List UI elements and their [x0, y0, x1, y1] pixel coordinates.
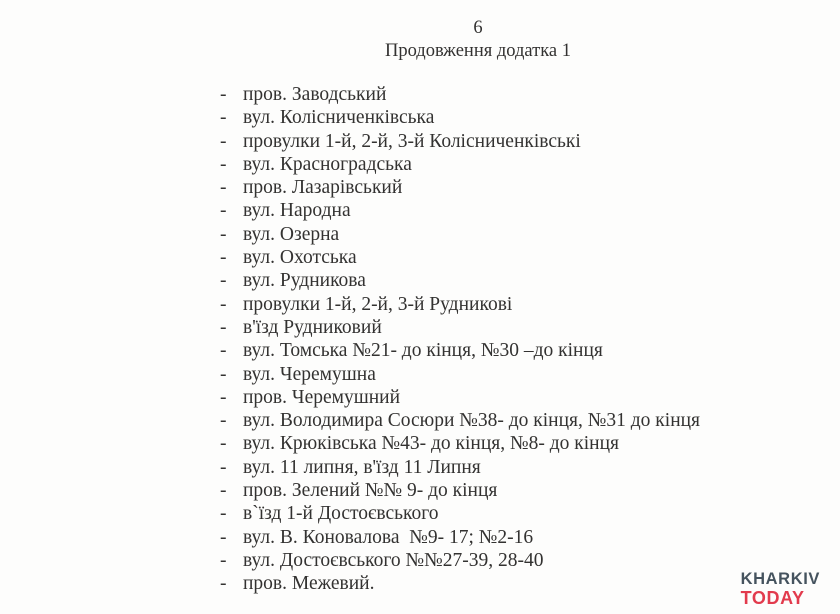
list-item [220, 363, 780, 386]
street-name-text: пров. Межевий. [243, 573, 375, 595]
dash-bullet: - [220, 270, 227, 292]
dash-bullet: - [220, 340, 227, 362]
document-header [318, 17, 638, 63]
dash-bullet: - [220, 293, 227, 315]
dash-bullet: - [220, 503, 227, 525]
logo-today-text: TODAY [740, 587, 805, 608]
dash-bullet: - [220, 386, 227, 408]
list-item [220, 479, 780, 502]
list-item [220, 199, 780, 222]
street-name-text: вул. Рудникова [243, 270, 366, 292]
street-name-text: пров. Черемушний [243, 386, 401, 408]
list-item [220, 316, 780, 339]
street-name-text: пров. Лазарівський [243, 177, 403, 199]
street-name-text: вул. Томська №21- до кінця, №30 –до кінця [243, 340, 603, 362]
dash-bullet: - [220, 223, 227, 245]
list-item [220, 223, 780, 246]
list-item [220, 572, 780, 595]
list-item [220, 153, 780, 176]
list-item [220, 106, 780, 129]
street-name-text: провулки 1-й, 2-й, 3-й Колісниченківські [243, 130, 581, 152]
list-item [220, 502, 780, 525]
street-name-text: вул. Колісниченківська [243, 107, 435, 129]
list-item [220, 456, 780, 479]
list-item [220, 432, 780, 455]
street-name-text: вул. Народна [243, 200, 351, 222]
street-name-text: в`їзд 1-й Достоєвського [243, 503, 439, 525]
dash-bullet: - [220, 177, 227, 199]
street-name-text: вул. 11 липня, в'їзд 11 Липня [243, 456, 481, 478]
street-name-text: провулки 1-й, 2-й, 3-й Рудникові [243, 293, 513, 315]
street-list [220, 83, 780, 596]
dash-bullet: - [220, 573, 227, 595]
street-name-text: вул. Охотська [243, 247, 357, 269]
dash-bullet: - [220, 107, 227, 129]
list-item [220, 83, 780, 106]
street-name-text: в'їзд Рудниковий [243, 316, 382, 338]
dash-bullet: - [220, 549, 227, 571]
list-item [220, 409, 780, 432]
dash-bullet: - [220, 153, 227, 175]
dash-bullet: - [220, 247, 227, 269]
dash-bullet: - [220, 363, 227, 385]
street-name-text: пров. Заводський [243, 84, 387, 105]
logo-kharkiv-text: KHARKIV [740, 569, 820, 588]
list-item [220, 176, 780, 199]
list-item [220, 269, 780, 292]
dash-bullet: - [220, 480, 227, 502]
street-name-text: вул. Озерна [243, 223, 340, 245]
street-name-text: вул. Володимира Сосюри №38- до кінця, №31 до кінця [243, 410, 701, 432]
dash-bullet: - [220, 456, 227, 478]
street-name-text: вул. Черемушна [243, 363, 376, 385]
street-name-text: вул. Достоєвського №№27-39, 28-40 [243, 549, 544, 571]
dash-bullet: - [220, 433, 227, 455]
dash-bullet: - [220, 130, 227, 152]
list-item [220, 246, 780, 269]
page-number: 6 [473, 18, 483, 38]
dash-bullet: - [220, 316, 227, 338]
street-name-text: вул. В. Коновалова №9- 17; №2-16 [243, 526, 534, 548]
dash-bullet: - [220, 200, 227, 222]
list-item [220, 293, 780, 316]
list-item [220, 549, 780, 572]
list-item [220, 526, 780, 549]
list-item [220, 386, 780, 409]
dash-bullet: - [220, 526, 227, 548]
appendix-continuation-title: Продовження додатка 1 [384, 41, 572, 61]
dash-bullet: - [220, 410, 227, 432]
kharkiv-today-logo [741, 571, 820, 608]
list-item [220, 339, 780, 362]
street-name-text: вул. Крюківська №43- до кінця, №8- до кінця [243, 433, 619, 455]
list-item [220, 130, 780, 153]
street-name-text: пров. Зелений №№ 9- до кінця [243, 480, 498, 502]
dash-bullet: - [220, 84, 227, 105]
street-name-text: вул. Красноградська [243, 153, 412, 175]
